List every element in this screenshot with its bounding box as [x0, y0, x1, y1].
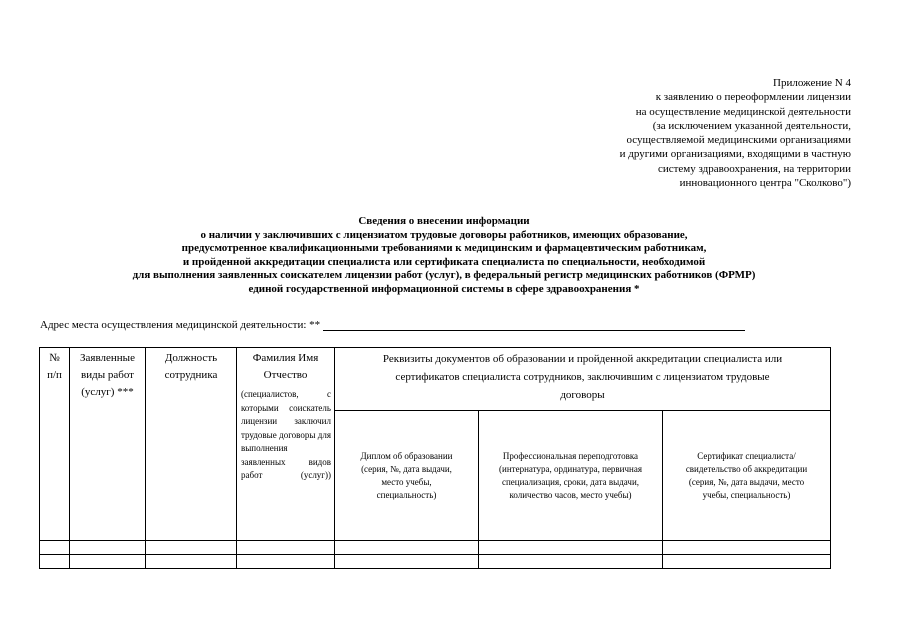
- table-cell[interactable]: [335, 541, 479, 555]
- title-line: единой государственной информационной системы в сфере здравоохранения *: [248, 282, 640, 295]
- table-cell[interactable]: [237, 555, 335, 569]
- appendix-line: систему здравоохранения, на территории: [657, 162, 851, 175]
- address-blank-line[interactable]: [323, 318, 745, 331]
- appendix-line: на осуществление медицинской деятельности: [635, 105, 851, 118]
- title-line: предусмотренное квалификационными требованиями к медицинским и фармацевтическим работникам,: [181, 242, 707, 255]
- table-cell[interactable]: [479, 541, 663, 555]
- appendix-line: инновационного центра "Сколково"): [679, 177, 851, 190]
- appendix-line: Приложение N 4: [773, 77, 851, 89]
- col-works-header: Заявленные виды работ (услуг) ***: [70, 348, 146, 541]
- col-number-header: № п/п: [40, 348, 70, 541]
- documents-group-header: Реквизиты документов об образовании и пройденной аккредитации специалиста или сертификатов специалиста сотрудников, заключившим с лицензиатом трудовые договоры: [335, 348, 831, 411]
- retraining-header: Профессиональная переподготовка (интернатура, ординатура, первичная специализация, сроки, дата выдачи, количество часов, место учебы): [479, 411, 663, 541]
- appendix-line: к заявлению о переоформлении лицензии: [655, 91, 851, 104]
- appendix-line: и другими организациями, входящими в частную: [619, 148, 851, 161]
- appendix-line: осуществляемой медицинскими организациями: [626, 134, 851, 147]
- title-line: для выполнения заявленных соискателем лицензии работ (услуг), в федеральный регистр медицинских работников (ФРМР): [132, 269, 756, 282]
- col-position-header: Должность сотрудника: [146, 348, 237, 541]
- table-cell[interactable]: [40, 555, 70, 569]
- table-cell[interactable]: [663, 555, 831, 569]
- title-line: Сведения о внесении информации: [358, 215, 530, 227]
- address-label: Адрес места осуществления медицинской деятельности: **: [40, 319, 321, 331]
- appendix-line: (за исключением указанной деятельности,: [652, 119, 851, 132]
- col-fullname-note: (специалистов, с которыми соискатель лицензии заключил трудовые договоры для выполнения заявленных видов работ (услуг)): [241, 389, 331, 480]
- table-cell[interactable]: [70, 555, 146, 569]
- table-cell[interactable]: [479, 555, 663, 569]
- address-row: [40, 318, 745, 331]
- col-fullname-header: Фамилия Имя Отчество (специалистов, с которыми соискатель лицензии заключил трудовые договоры для выполнения заявленных видов работ (услуг)): [237, 348, 335, 541]
- table-cell[interactable]: [40, 541, 70, 555]
- table-cell[interactable]: [70, 541, 146, 555]
- certificate-header: Сертификат специалиста/ свидетельство об аккредитации (серия, №, дата выдачи, место учебы, специальность): [663, 411, 831, 541]
- table-cell[interactable]: [146, 541, 237, 555]
- title-line: и пройденной аккредитации специалиста или сертификата специалиста по специальности, необходимой: [182, 255, 706, 268]
- appendix-header: [551, 76, 851, 190]
- table-cell[interactable]: [335, 555, 479, 569]
- table-row: [40, 541, 831, 555]
- table-cell[interactable]: [146, 555, 237, 569]
- table-cell[interactable]: [237, 541, 335, 555]
- table-header-row: [40, 348, 831, 411]
- table-row: [40, 555, 831, 569]
- document-title: [40, 215, 848, 297]
- staff-table: [39, 347, 831, 569]
- title-line: о наличии у заключивших с лицензиатом трудовые договоры работников, имеющих образование,: [200, 228, 688, 241]
- table-cell[interactable]: [663, 541, 831, 555]
- diploma-header: Диплом об образовании (серия, №, дата выдачи, место учебы, специальность): [335, 411, 479, 541]
